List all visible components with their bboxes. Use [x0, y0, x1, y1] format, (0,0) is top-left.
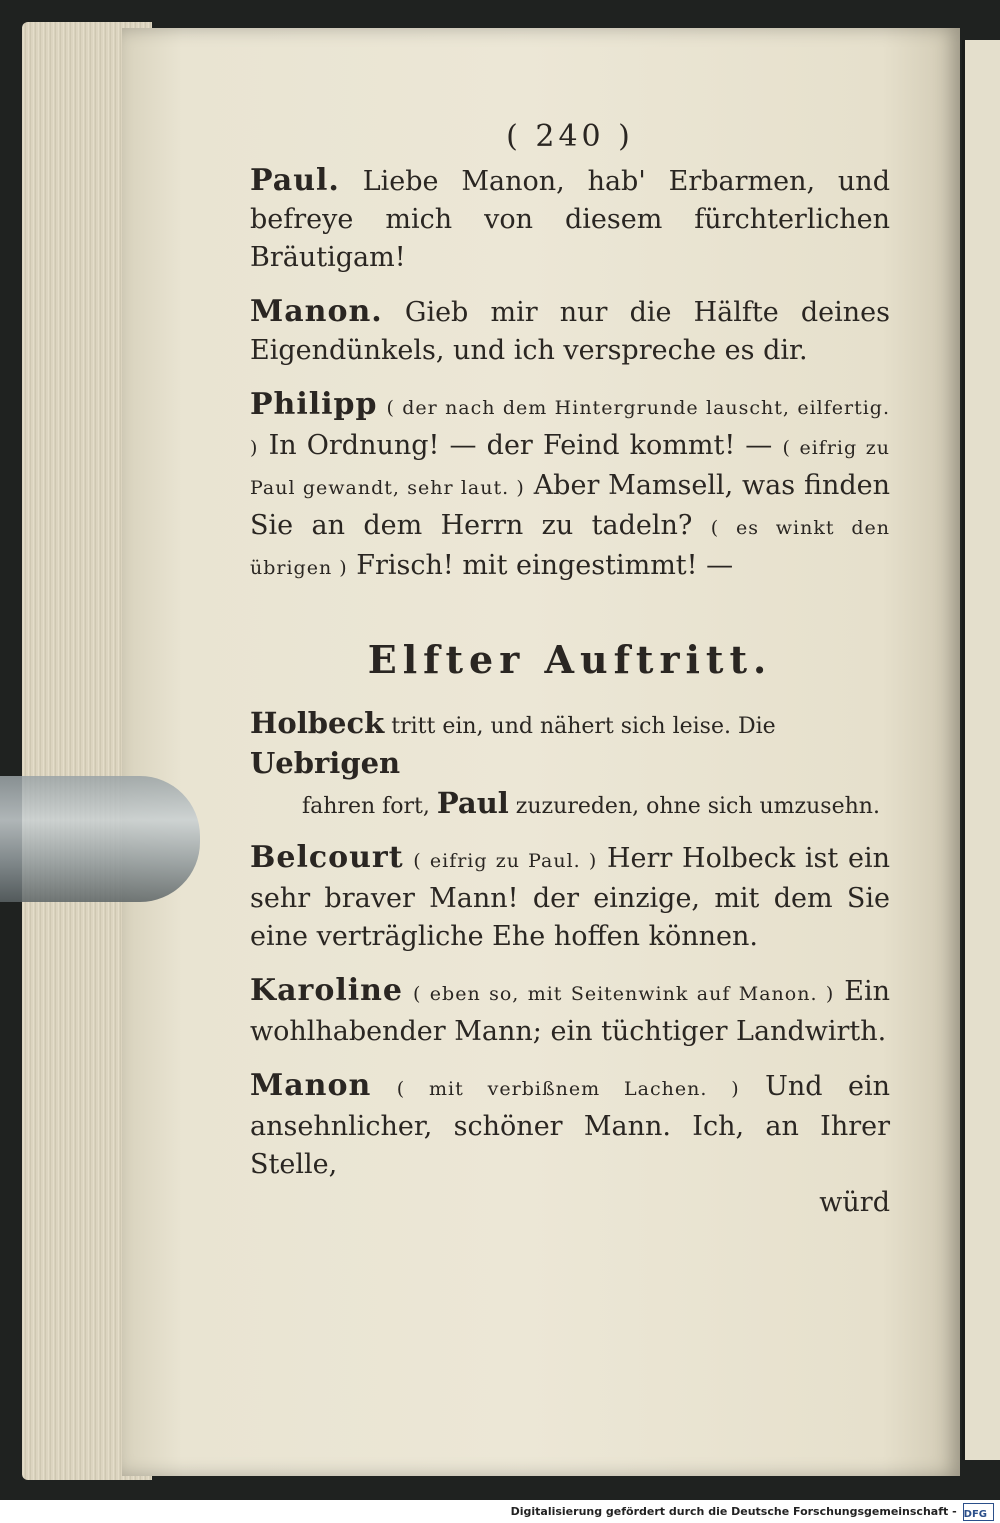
direction-text: tritt ein, und nähert sich leise. Die: [391, 714, 776, 739]
speaker-name: Belcourt: [250, 840, 404, 875]
funding-note: Digitalisierung gefördert durch die Deutsche Forschungsgemeinschaft -: [510, 1505, 957, 1518]
speaker-name: Karoline: [250, 973, 404, 1008]
stage-direction: ( der nach dem Hintergrunde lauscht, eilfertig. ): [250, 397, 890, 459]
speech-text: Herr Holbeck ist ein sehr braver Mann! der einzige, mit dem Sie eine verträgliche Ehe hoffen können.: [250, 843, 890, 952]
speech-text: In Ordnung! — der Feind kommt! —: [268, 430, 773, 461]
page-text: [250, 118, 890, 1222]
speech-text: Liebe Manon, hab' Erbarmen, und befreye mich von diesem fürchterlichen Bräutigam!: [250, 166, 890, 273]
stage-direction: ( eifrig zu Paul gewandt, sehr laut. ): [250, 437, 890, 499]
scanner-thumb-overlay: [0, 776, 200, 902]
scene-heading: Elfter Auftritt.: [367, 637, 773, 682]
stage-direction: ( es winkt den übrigen ): [250, 517, 890, 579]
speech-paul: [250, 162, 890, 277]
direction-text: zuzureden, ohne sich umzusehn.: [515, 794, 880, 819]
speech-manon-2: [250, 1067, 890, 1184]
scene-direction: [250, 705, 890, 825]
speech-belcourt: [250, 839, 890, 956]
stage-direction: ( eifrig zu Paul. ): [413, 850, 598, 872]
character-name: Uebrigen: [250, 746, 401, 780]
digitization-footer: [0, 1500, 1000, 1523]
facing-page-edge: [962, 40, 1000, 1460]
stage-direction: ( mit verbißnem Lachen. ): [396, 1078, 740, 1100]
character-name: Holbeck: [250, 706, 385, 740]
page-number: ( 240 ): [506, 119, 634, 154]
stage-direction: ( eben so, mit Seitenwink auf Manon. ): [412, 983, 835, 1005]
catchword: würd: [819, 1187, 890, 1218]
dfg-logo-icon: DFG: [963, 1503, 994, 1521]
speech-text: Aber Mamsell, was finden Sie an dem Herrn zu tadeln?: [250, 470, 890, 541]
speech-karoline: [250, 972, 890, 1051]
speech-text: Gieb mir nur die Hälfte deines Eigendünkels, und ich verspreche es dir.: [250, 297, 890, 366]
speaker-name: Manon: [250, 1068, 372, 1103]
speech-manon: [250, 293, 890, 370]
speech-text: Und ein ansehnlicher, schöner Mann. Ich, an Ihrer Stelle,: [250, 1071, 890, 1180]
speech-philipp: [250, 386, 890, 587]
direction-line-2: [250, 785, 890, 825]
speaker-name: Paul.: [250, 163, 340, 198]
direction-text: fahren fort,: [302, 794, 430, 819]
speaker-name: Philipp: [250, 387, 378, 422]
speaker-name: Manon.: [250, 294, 383, 329]
character-name: Paul: [436, 786, 509, 820]
speech-text: Frisch! mit eingestimmt! —: [356, 550, 734, 581]
speech-text: Ein wohlhabender Mann; ein tüchtiger Landwirth.: [250, 976, 890, 1047]
